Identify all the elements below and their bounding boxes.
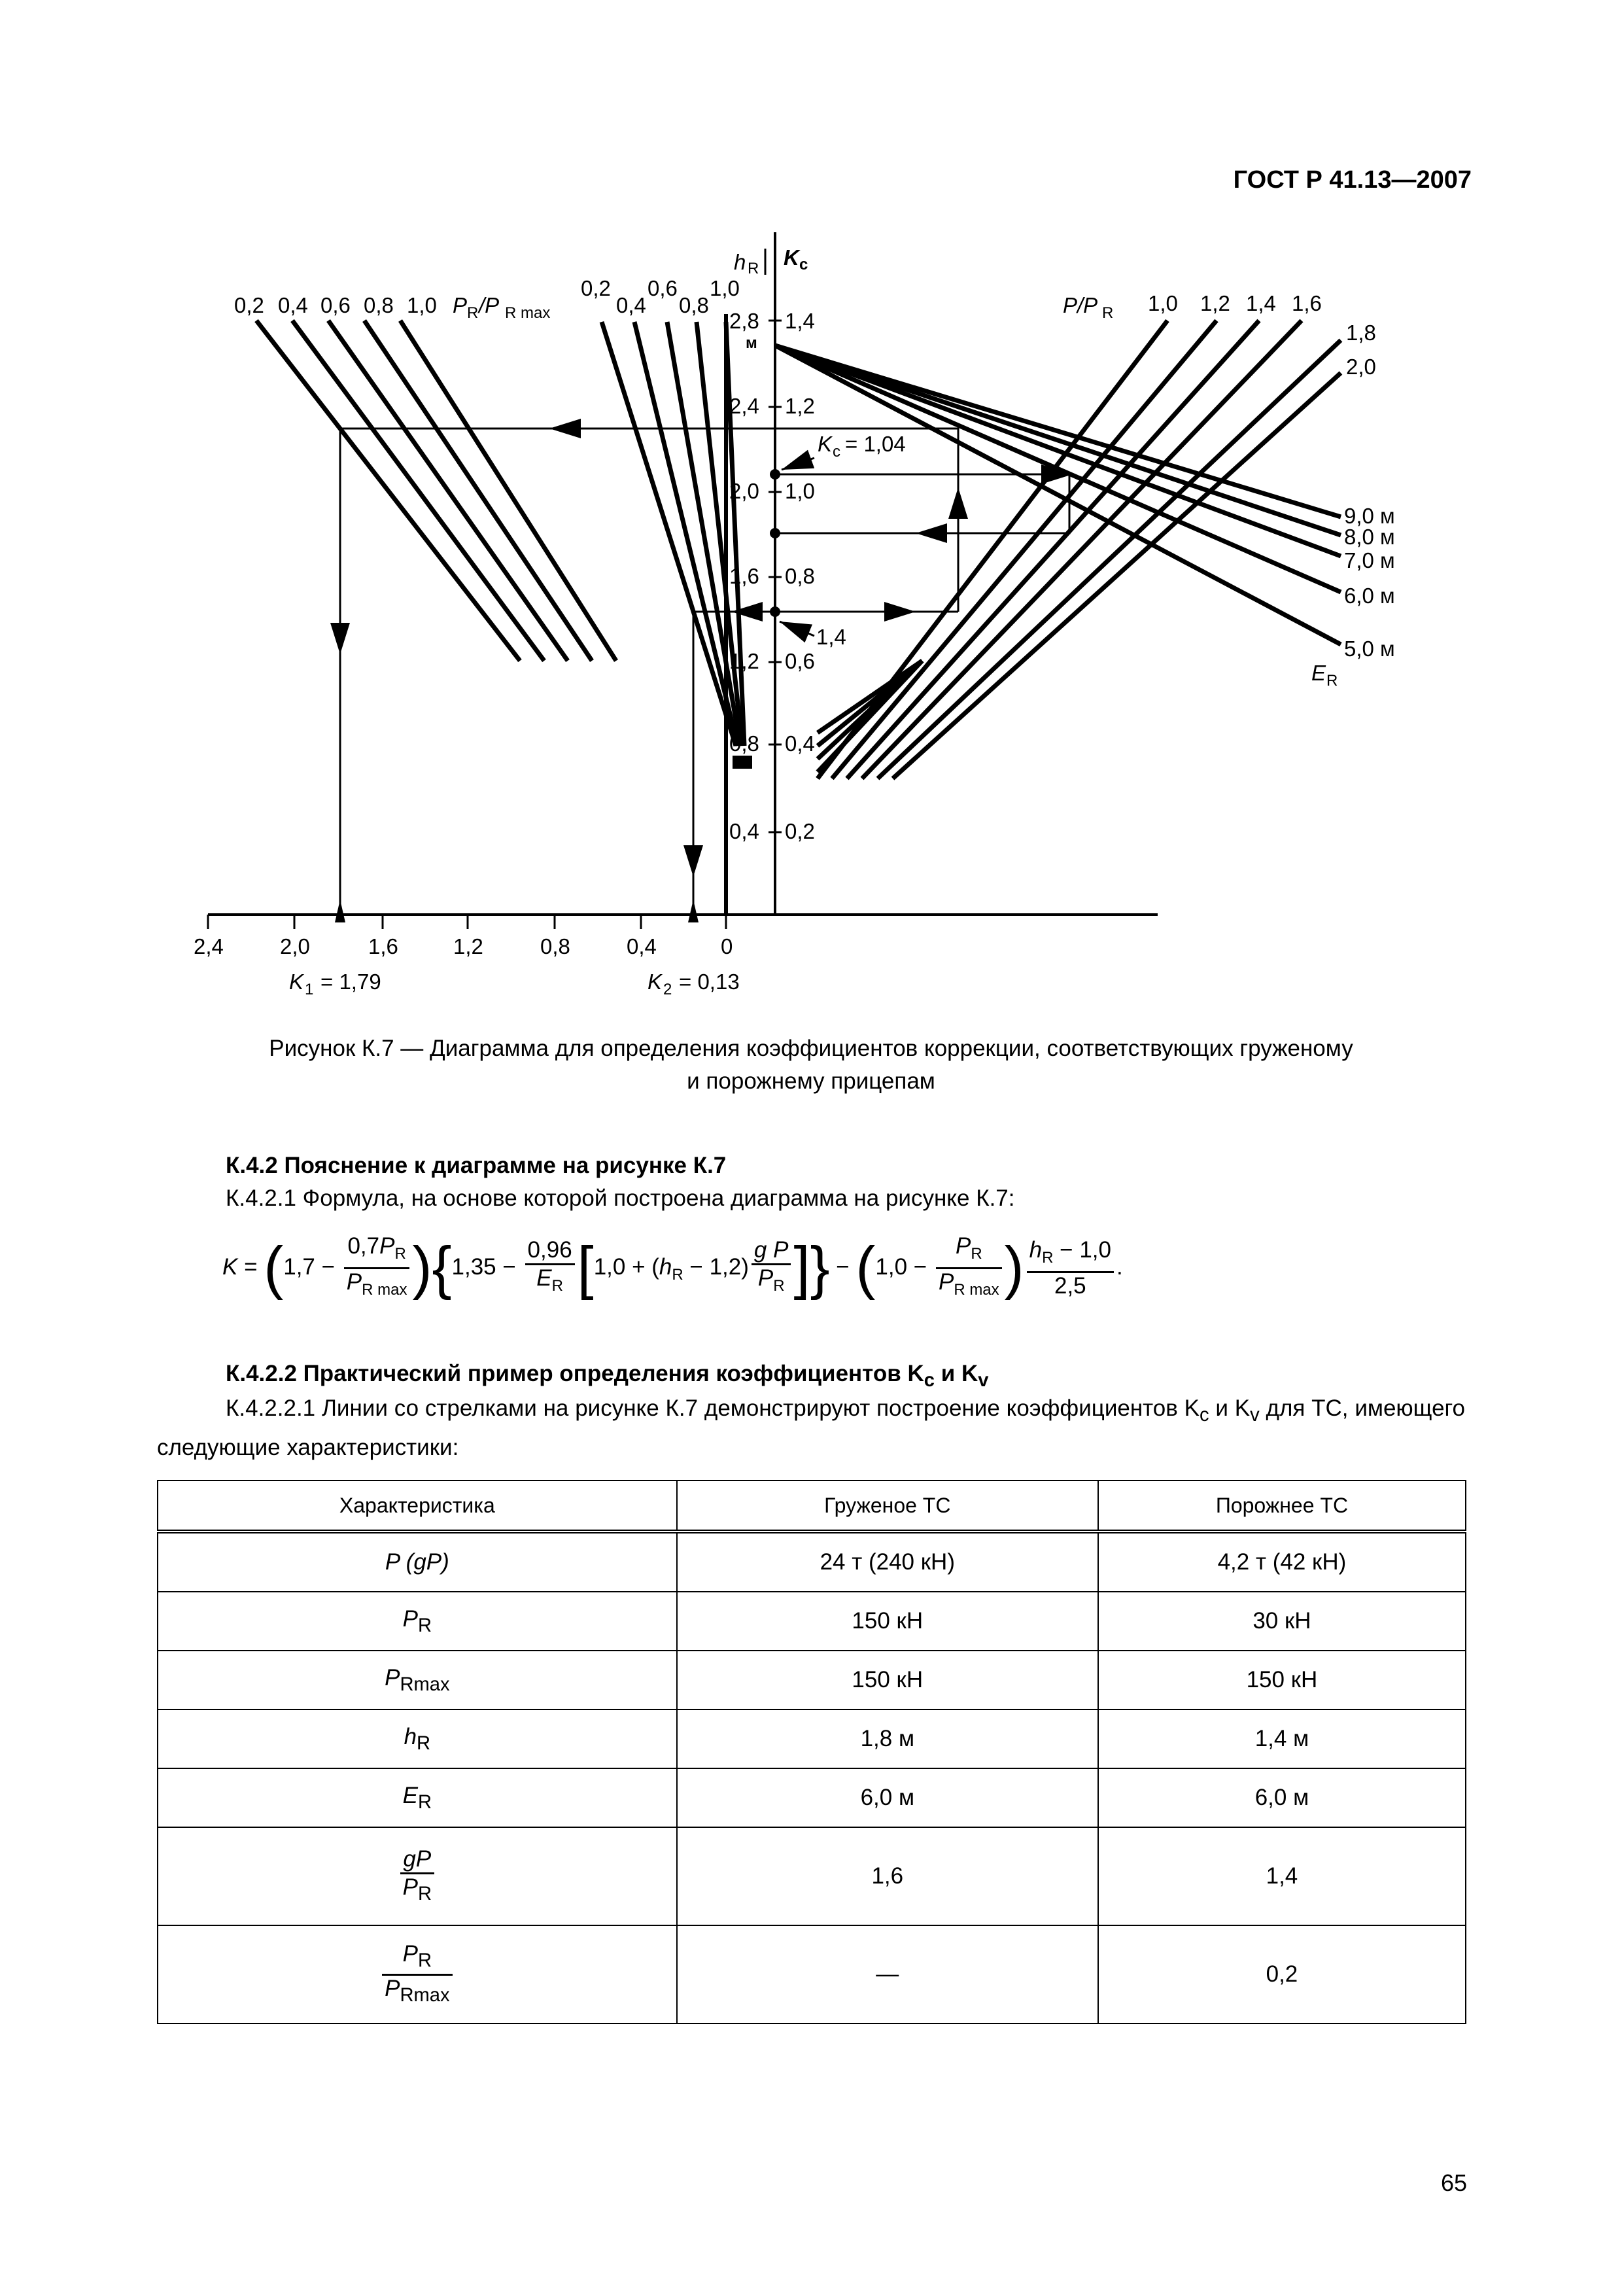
table-header: Характеристика bbox=[158, 1480, 677, 1532]
hR-tick: 2,0 bbox=[729, 479, 759, 503]
left-ratio-tick: 0,2 bbox=[234, 293, 264, 317]
bottom-tick: 2,4 bbox=[194, 934, 224, 958]
document-header: ГОСТ Р 41.13—2007 bbox=[1233, 166, 1472, 194]
table-row bbox=[158, 1651, 1466, 1709]
table-cell: 1,6 bbox=[677, 1827, 1098, 1925]
er-axis-label: E bbox=[1311, 661, 1326, 685]
table-cell: P (gP) bbox=[158, 1532, 677, 1592]
right-ratio-tick: 1,8 bbox=[1346, 321, 1376, 345]
k2-sub: 2 bbox=[663, 981, 672, 998]
table-cell: 1,4 bbox=[1098, 1827, 1466, 1925]
k2-value: = 0,13 bbox=[679, 970, 740, 994]
left-ratio-tick: 0,4 bbox=[278, 293, 308, 317]
left-group-label: P bbox=[453, 293, 468, 317]
table-cell: 1,8 м bbox=[677, 1709, 1098, 1768]
table-cell: $E_R$ bbox=[158, 1768, 677, 1827]
mid-ratio-tick: 1,0 bbox=[710, 276, 740, 300]
hR-tick: 2,4 bbox=[729, 394, 759, 418]
table-cell: $\frac{gP}{P_R}$ bbox=[158, 1827, 677, 1925]
mid-ratio-tick: 0,4 bbox=[616, 293, 646, 317]
k-arrows bbox=[335, 900, 699, 922]
kc-annotation-value: = 1,04 bbox=[845, 432, 906, 456]
k2-label: K bbox=[648, 970, 663, 994]
left-ratio-tick: 1,0 bbox=[407, 293, 437, 317]
kc-annotation-k: K bbox=[818, 432, 833, 456]
mid-ratio-lines bbox=[602, 322, 744, 746]
right-ratio-tick: 2,0 bbox=[1346, 355, 1376, 379]
table-cell: 24 т (240 кН) bbox=[677, 1532, 1098, 1592]
paragraph-k4221: К.4.2.2.1 Линии со стрелками на рисунке К.7 демонстрируют построение коэффициентов $K_c$ и $K_v$ для ТС, имеющего следующие характеристики: bbox=[157, 1395, 1465, 1460]
hR-tick: 1,2 bbox=[729, 649, 759, 673]
right-ratio-tick: 1,0 bbox=[1148, 291, 1178, 315]
table-cell: 0,2 bbox=[1098, 1925, 1466, 2023]
er-label: 9,0 м bbox=[1344, 504, 1395, 528]
page-number: 65 bbox=[1440, 2169, 1467, 2196]
characteristics-table bbox=[157, 1480, 1466, 2024]
table-cell: 150 кН bbox=[677, 1651, 1098, 1709]
table-header: Груженое ТС bbox=[677, 1480, 1098, 1532]
mid-ratio-tick: 0,8 bbox=[679, 293, 709, 317]
er-label: 6,0 м bbox=[1344, 584, 1395, 608]
section-title-k422: К.4.2.2 Практический пример определения коэффициентов $K_c$ и $K_v$ bbox=[226, 1361, 989, 1391]
hr-annotation: 1,4 bbox=[816, 625, 846, 649]
table-header: Порожнее ТС bbox=[1098, 1480, 1466, 1532]
er-label: 8,0 м bbox=[1344, 525, 1395, 549]
hR-tick: 2,8 bbox=[729, 309, 759, 333]
left-group-label2-sub: R max bbox=[505, 304, 551, 322]
paragraph-k421: К.4.2.1 Формула, на основе которой построена диаграмма на рисунке К.7: bbox=[226, 1185, 1015, 1211]
table-cell: $P_R$ bbox=[158, 1592, 677, 1651]
k1-label: K bbox=[289, 970, 304, 994]
k1-value: = 1,79 bbox=[320, 970, 381, 994]
Kc-tick: 0,2 bbox=[785, 819, 815, 843]
section-title-k42: К.4.2 Пояснение к диаграмме на рисунке К.7 bbox=[226, 1153, 727, 1178]
right-group-label-sub: R bbox=[1102, 304, 1114, 322]
left-ratio-tick: 0,8 bbox=[364, 293, 394, 317]
bottom-tick: 0,8 bbox=[540, 934, 570, 958]
table-cell: $\frac{P_R}{P_{Rmax}}$ bbox=[158, 1925, 677, 2023]
bottom-tick: 2,0 bbox=[280, 934, 310, 958]
correction-coefficient-diagram bbox=[0, 0, 1624, 1021]
formula: K = (1,7 − $\frac{0,7P_R}{P_{R max}}$ ){1,35 − $\frac{0,96}{E_R}$ [$1,0 + (h_R - 1,2)$ $\frac{\text{g P}}{P_R}$ ]} − (1,0 − $\frac{P_R}{P_{R max}}$ ) $\frac{h_R - 1,0}{2,5}$ . bbox=[222, 1233, 1123, 1301]
left-ratio-lines bbox=[256, 321, 616, 661]
table-cell: $h_R$ bbox=[158, 1709, 677, 1768]
kc-annotation-sub: c bbox=[833, 443, 840, 461]
Kc-axis-label: K bbox=[784, 245, 799, 270]
right-ratio-tick: 1,4 bbox=[1246, 291, 1276, 315]
hR-tick: 1,6 bbox=[729, 564, 759, 588]
table-header-row bbox=[158, 1480, 1466, 1532]
bottom-tick: 0,4 bbox=[627, 934, 657, 958]
right-group-label: P/P bbox=[1063, 293, 1098, 317]
table-cell: 30 кН bbox=[1098, 1592, 1466, 1651]
hR-axis-label-sub: R bbox=[748, 260, 759, 277]
table-cell: 150 кН bbox=[677, 1592, 1098, 1651]
bottom-tick: 0 bbox=[721, 934, 733, 958]
er-lines bbox=[775, 345, 1341, 644]
Kc-tick: 0,8 bbox=[785, 564, 815, 588]
hR-tick: 0,4 bbox=[729, 819, 759, 843]
Kc-axis-label-sub: c bbox=[799, 256, 808, 273]
table-cell: 1,4 м bbox=[1098, 1709, 1466, 1768]
table-row bbox=[158, 1709, 1466, 1768]
table-row bbox=[158, 1827, 1466, 1925]
Kc-tick: 1,4 bbox=[785, 309, 815, 333]
table-row bbox=[158, 1532, 1466, 1592]
table-cell: — bbox=[677, 1925, 1098, 2023]
left-group-label2: /P bbox=[479, 293, 500, 317]
Kc-tick: 1,2 bbox=[785, 394, 815, 418]
right-ratio-tick: 1,6 bbox=[1292, 291, 1322, 315]
bottom-tick: 1,2 bbox=[453, 934, 483, 958]
figure-caption bbox=[157, 1032, 1465, 1098]
table-row bbox=[158, 1768, 1466, 1827]
table-cell: 6,0 м bbox=[1098, 1768, 1466, 1827]
caption-line1: Рисунок К.7 — Диаграмма для определения коэффициентов коррекции, соответствующих груженому bbox=[269, 1036, 1353, 1061]
table-row bbox=[158, 1592, 1466, 1651]
left-group-label-sub: R bbox=[467, 304, 479, 322]
caption-line2: и порожнему прицепам bbox=[687, 1068, 935, 1094]
Kc-tick: 0,6 bbox=[785, 649, 815, 673]
hR-tick: 0,8 bbox=[729, 731, 759, 756]
Kc-tick: 0,4 bbox=[785, 731, 815, 756]
er-label: 7,0 м bbox=[1344, 548, 1395, 572]
table-cell: $P_{Rmax}$ bbox=[158, 1651, 677, 1709]
table-cell: 4,2 т (42 кН) bbox=[1098, 1532, 1466, 1592]
mid-ratio-tick: 0,2 bbox=[581, 276, 611, 300]
converge-mark bbox=[733, 756, 752, 769]
table-cell: 6,0 м bbox=[677, 1768, 1098, 1827]
mid-ratio-tick: 0,6 bbox=[648, 276, 678, 300]
table-row bbox=[158, 1925, 1466, 2023]
er-axis-label-sub: R bbox=[1326, 672, 1338, 690]
Kc-tick: 1,0 bbox=[785, 479, 815, 503]
table-cell: 150 кН bbox=[1098, 1651, 1466, 1709]
bottom-axis-ticks bbox=[208, 915, 726, 929]
k1-sub: 1 bbox=[305, 981, 314, 998]
bottom-tick: 1,6 bbox=[368, 934, 398, 958]
left-ratio-tick: 0,6 bbox=[320, 293, 351, 317]
er-label: 5,0 м bbox=[1344, 637, 1395, 661]
unit-m: м bbox=[746, 334, 757, 352]
right-ratio-tick: 1,2 bbox=[1200, 291, 1230, 315]
hR-axis-label: h bbox=[734, 250, 746, 274]
